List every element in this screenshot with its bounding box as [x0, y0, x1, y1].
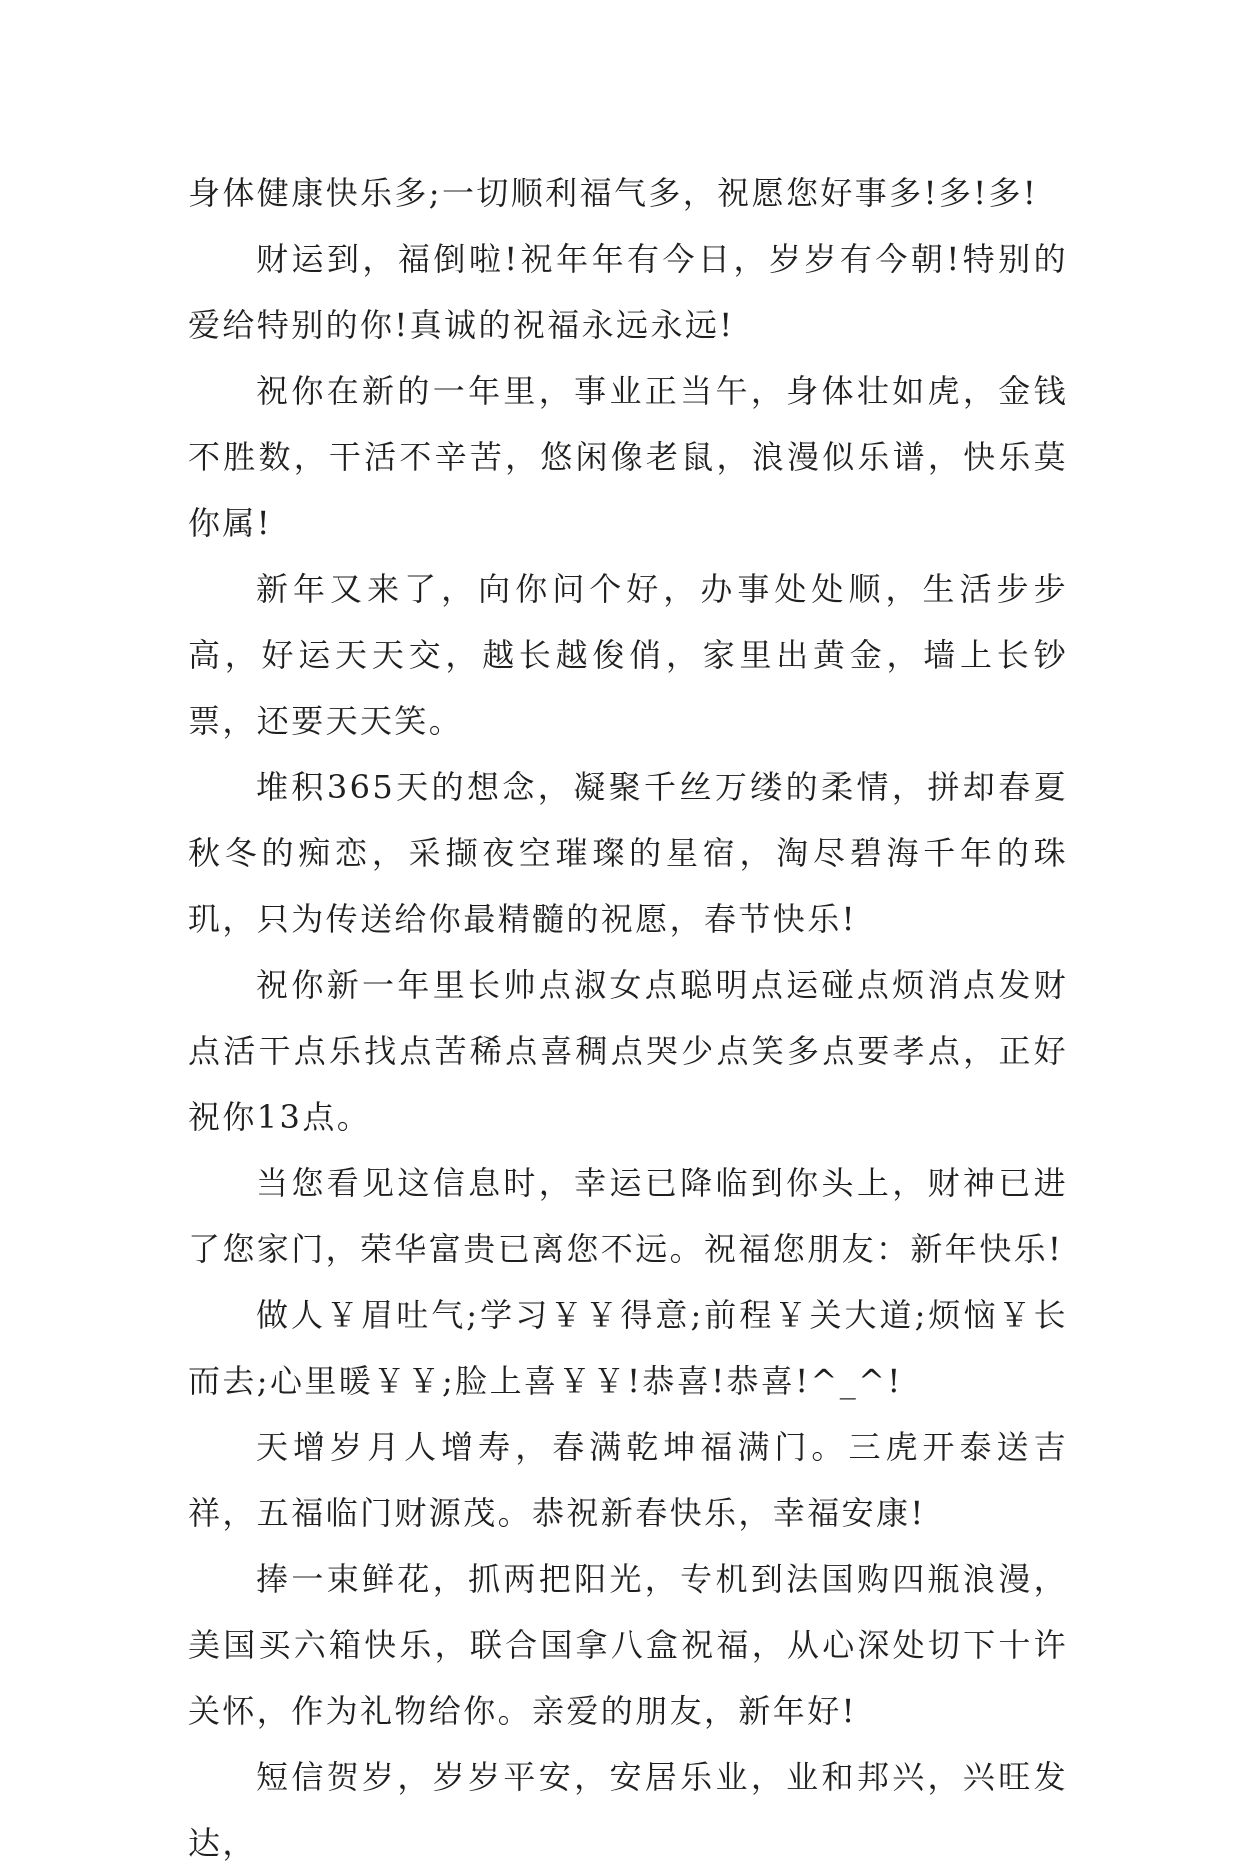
paragraph-6: 祝你新一年里长帅点淑女点聪明点运碰点烦消点发财点活干点乐找点苦稀点喜稠点哭少点笑多点要孝点，正好祝你13点。 — [188, 966, 1068, 1136]
paragraph-11: 短信贺岁，岁岁平安，安居乐业，业和邦兴，兴旺发达， — [188, 1758, 1068, 1862]
document-body — [188, 160, 1068, 1876]
paragraph-3: 祝你在新的一年里，事业正当午，身体壮如虎，金钱不胜数，干活不辛苦，悠闲像老鼠，浪漫似乐谱，快乐莫你属! — [188, 372, 1068, 542]
paragraph-2: 财运到，福倒啦!祝年年有今日，岁岁有今朝!特别的爱给特别的你!真诚的祝福永远永远! — [188, 240, 1068, 344]
paragraph-10: 捧一束鲜花，抓两把阳光，专机到法国购四瓶浪漫，美国买六箱快乐，联合国拿八盒祝福，从心深处切下十许关怀，作为礼物给你。亲爱的朋友，新年好! — [188, 1560, 1068, 1730]
paragraph-4: 新年又来了，向你问个好，办事处处顺，生活步步高，好运天天交，越长越俊俏，家里出黄金，墙上长钞票，还要天天笑。 — [188, 570, 1068, 740]
paragraph-5: 堆积365天的想念，凝聚千丝万缕的柔情，拼却春夏秋冬的痴恋，采撷夜空璀璨的星宿，淘尽碧海千年的珠玑，只为传送给你最精髓的祝愿，春节快乐! — [188, 768, 1068, 938]
paragraph-8: 做人￥眉吐气;学习￥￥得意;前程￥关大道;烦恼￥长而去;心里暖￥￥;脸上喜￥￥!恭喜!恭喜!^_^! — [188, 1296, 1068, 1400]
paragraph-7: 当您看见这信息时，幸运已降临到你头上，财神已进了您家门，荣华富贵已离您不远。祝福您朋友：新年快乐! — [188, 1164, 1068, 1268]
paragraph-1: 身体健康快乐多;一切顺利福气多，祝愿您好事多!多!多! — [188, 174, 1039, 212]
paragraph-9: 天增岁月人增寿，春满乾坤福满门。三虎开泰送吉祥，五福临门财源茂。恭祝新春快乐，幸福安康! — [188, 1428, 1068, 1532]
